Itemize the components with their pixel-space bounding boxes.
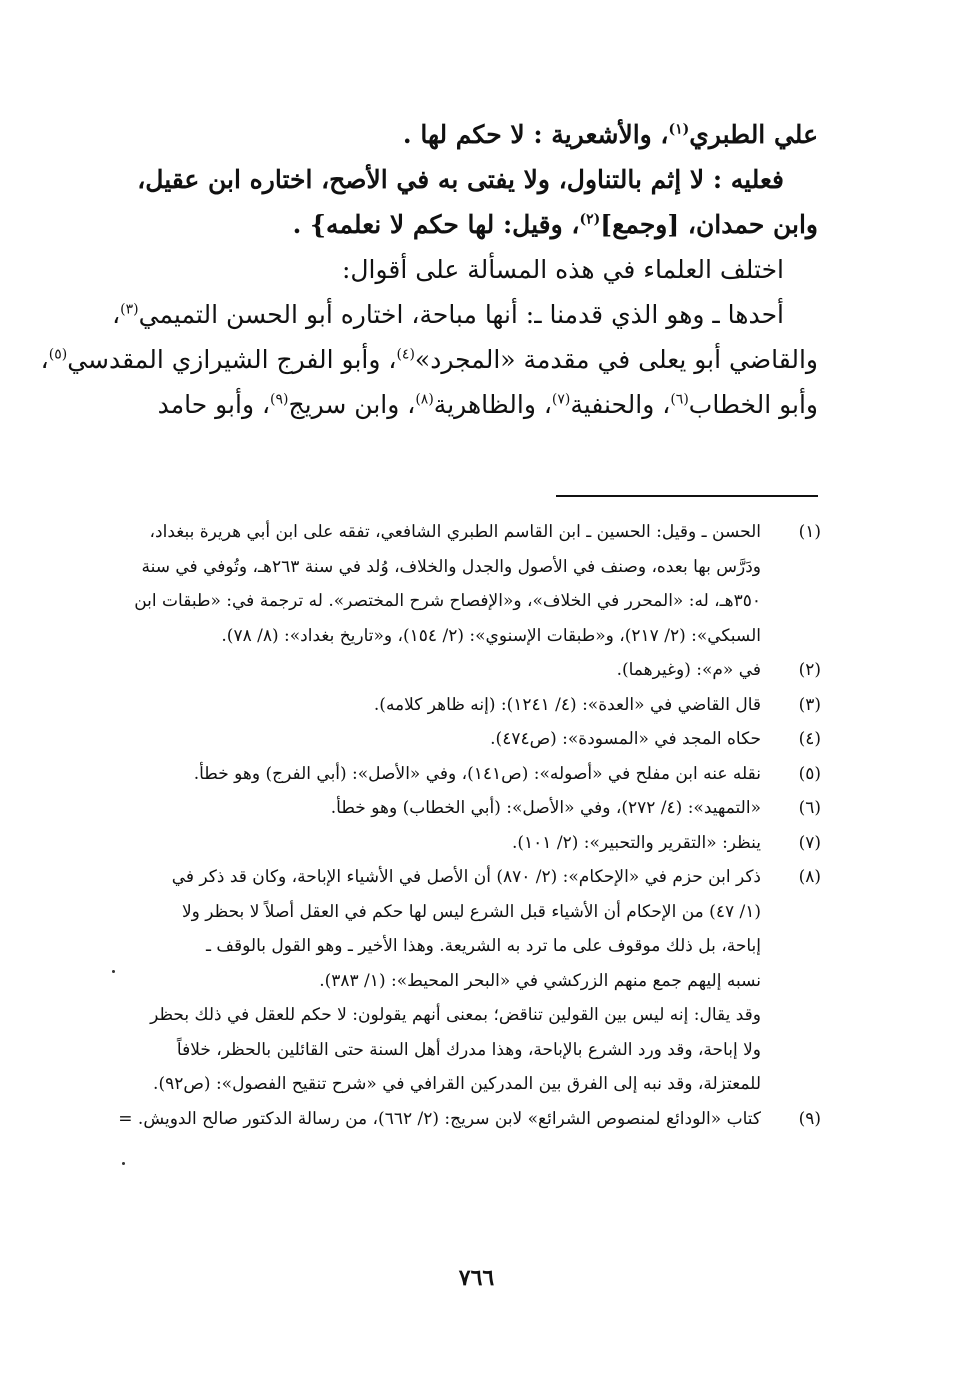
footnote-separator xyxy=(556,495,818,497)
main-line xyxy=(118,382,818,427)
footnotes xyxy=(118,515,821,1136)
footnote-line: «التمهيد»: (٤/ ٢٧٢)، وفي «الأصل»: (أبي الخطاب) وهو خطأ. xyxy=(330,798,761,818)
footnote-line: السبكي»: (٢/ ٢١٧)، و«طبقات الإسنوي»: (٢/ ١٥٤)، و«تاريخ بغداد»: (٨/ ٧٨). xyxy=(221,625,761,646)
footnote-reference: (٣) xyxy=(120,301,139,318)
footnote-number: (٤) xyxy=(798,729,821,749)
footnote-reference: (٥) xyxy=(48,346,68,363)
footnote-line: للمعتزلة، وقد نبه إلى الفرق بين المدركين القرافي في «شرح تنقيح الفصول»: (ص٩٢). xyxy=(153,1074,761,1094)
footnote xyxy=(121,757,821,792)
footnote-number: (١) xyxy=(798,522,821,542)
footnote-number: (٨) xyxy=(798,867,821,887)
footnote-line: (١/ ٤٧) من الإحكام أن الأشياء قبل الشرع ليس لها حكم في العقل أصلاً لا بحظر ولا xyxy=(181,901,761,922)
footnote-number: (٦) xyxy=(798,798,821,818)
main-text-segment: وأبو الخطاب xyxy=(688,390,818,419)
footnote-reference: (٢) xyxy=(579,211,601,228)
page-number: ٧٦٦ xyxy=(458,1265,495,1291)
footnote-line: ذكر ابن حزم في «الإحكام»: (٢/ ٨٧٠) أن الأصل في الأشياء الإباحة، وكان قد ذكر في xyxy=(171,867,761,887)
footnote xyxy=(121,860,821,998)
footnote-line: نقله عنه ابن مفلح في «أصوله»: (ص١٤١)، وفي «الأصل»: (أبي الفرج) وهو خطأ. xyxy=(193,763,761,784)
footnote xyxy=(121,688,821,723)
main-text-segment: ، وابن سريج xyxy=(288,390,416,419)
footnote-reference: (٤) xyxy=(396,346,415,363)
footnote-body xyxy=(121,860,761,998)
footnote-number: (٣) xyxy=(798,694,821,715)
main-text-segment: ، والحنفية xyxy=(570,390,671,419)
main-text-segment: اختلف العلماء في هذه المسألة على أقوال: xyxy=(341,255,784,284)
footnote xyxy=(121,826,821,861)
footnote-body xyxy=(121,688,761,723)
footnote-line: في «م»: (وغيرهما). xyxy=(616,660,761,680)
footnote xyxy=(121,722,821,757)
main-line xyxy=(40,337,818,382)
footnote-number: (٩) xyxy=(798,1108,821,1129)
footnote-body xyxy=(121,653,761,688)
footnote-body xyxy=(121,791,761,826)
footnote-line: ينظر: «التقرير والتحبير»: (٢/ ١٠١). xyxy=(511,832,761,853)
main-text-segment: فعليه : لا إثم بالتناول، ولا يفتى به في الأصح، اختاره ابن عقيل، xyxy=(137,165,784,194)
footnote-reference: (٦) xyxy=(670,391,689,408)
footnote-body xyxy=(121,826,761,861)
footnote-body xyxy=(118,1102,761,1137)
footnote-reference: (٨) xyxy=(415,391,434,408)
main-text-segment: أحدها ـ وهو الذي قدمنا ـ: أنها مباحة، اختاره أبو الحسن التميمي xyxy=(138,300,784,329)
footnote-reference: (٧) xyxy=(551,391,571,408)
footnote-line: حكاه المجد في «المسودة»: (ص٤٧٤). xyxy=(490,729,761,749)
main-text-segment: وابن حمدان، [وجمع] xyxy=(600,210,818,239)
footnote-line: ولا إباحة، وقد ورد الشرع بالإباحة، وهذا مدرك أهل السنة حتى القائلين بالحظر، خلافاً xyxy=(176,1039,761,1060)
footnote-body xyxy=(121,722,761,757)
main-line xyxy=(118,247,818,292)
footnote xyxy=(121,998,821,1102)
main-text-segment: ، وقيل: لها حكم لا نعلمه} . xyxy=(292,210,580,239)
footnote-reference: (٩) xyxy=(270,391,289,408)
footnote-number: (٢) xyxy=(798,660,821,680)
scan-speck xyxy=(112,970,115,973)
footnote-line: وقد يقال: إنه ليس بين القولين تناقض؛ بمعنى أنهم يقولون: لا حكم للعقل في ذلك بحظر xyxy=(150,1005,761,1025)
main-text-segment: علي الطبري xyxy=(689,120,818,149)
main-text-segment: ، والأشعرية : لا حكم لها . xyxy=(402,120,669,149)
main-text-segment: ، وأبو حامد xyxy=(157,390,271,419)
main-text-segment: والقاضي أبو يعلى في مقدمة «المجرد» xyxy=(414,345,818,374)
main-line xyxy=(112,292,818,337)
main-text-segment: ، والظاهرية xyxy=(433,390,552,419)
footnote xyxy=(121,515,821,653)
footnote xyxy=(118,1102,821,1137)
scan-speck xyxy=(122,1162,125,1165)
footnote-line: نسبه إليهم جمع منهم الزركشي في «البحر المحيط»: (١/ ٣٨٣). xyxy=(319,970,761,991)
footnote-line: ٣٥٠هـ، له: «المحرر في الخلاف»، و«الإفصاح شرح المختصر». له ترجمة في: «طبقات ابن xyxy=(134,591,761,611)
main-text xyxy=(40,112,818,427)
footnote xyxy=(121,791,821,826)
footnote-body xyxy=(121,757,761,792)
footnote-line: ودَرَّس بها بعده، وصنف في الأصول والجدل والخلاف، وُلد في سنة ٢٦٣هـ، وتُوفي في سنة xyxy=(141,556,761,577)
main-text-segment: ، xyxy=(40,345,49,374)
footnote-line: قال القاضي في «العدة»: (٤/ ١٢٤١): (إنه ظاهر كلامه). xyxy=(373,694,761,715)
footnote-number: (٧) xyxy=(798,832,821,853)
footnote-number: (٥) xyxy=(798,763,821,784)
footnote xyxy=(121,653,821,688)
main-text-segment: ، xyxy=(112,300,121,329)
footnote-line: كتاب «الودائع لمنصوص الشرائع» لابن سريج: (٢/ ٦٦٢)، من رسالة الدكتور صالح الدويش. = xyxy=(118,1108,761,1129)
main-text-segment: ، وأبو الفرج الشيرازي المقدسي xyxy=(67,345,397,374)
main-line xyxy=(118,112,818,157)
footnote-line: إباحة، بل ذلك موقوف على ما ترد به الشريعة. وهذا الأخير ـ وهو القول بالوقف ـ xyxy=(206,936,761,956)
footnote-body xyxy=(121,998,761,1102)
main-line xyxy=(118,202,818,247)
footnote-line: الحسن ـ وقيل: الحسين ـ ابن القاسم الطبري الشافعي، تفقه على ابن أبي هريرة ببغداد، xyxy=(149,522,761,542)
main-line xyxy=(118,157,818,202)
footnote-body xyxy=(121,515,761,653)
footnote-reference: (١) xyxy=(668,121,690,138)
